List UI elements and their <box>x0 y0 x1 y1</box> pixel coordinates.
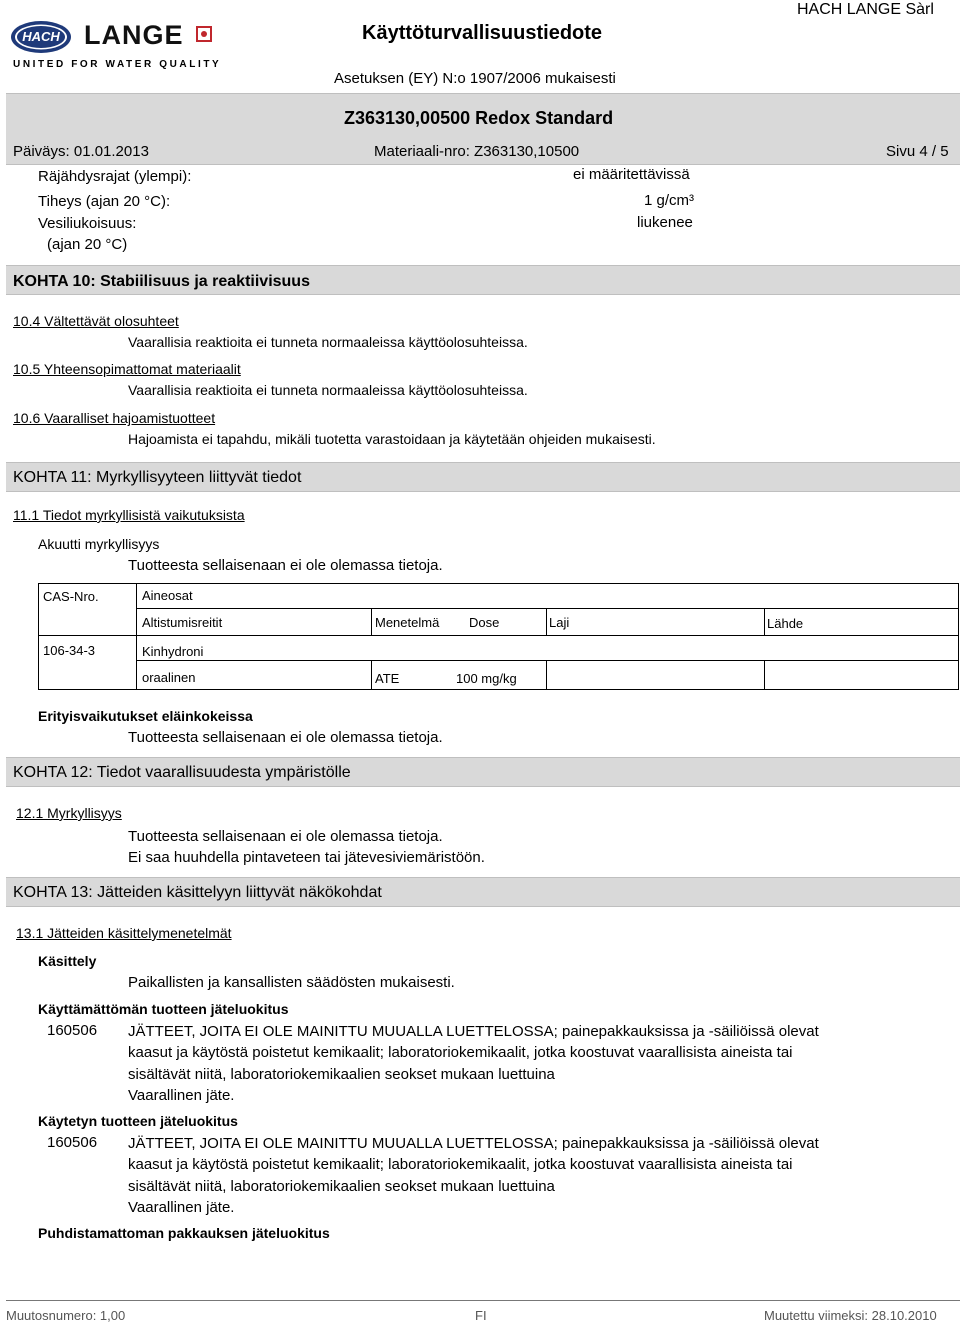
date: Päiväys: 01.01.2013 <box>13 143 149 160</box>
section-title: KOHTA 13: Jätteiden käsittelyyn liittyvät näkökohdat <box>13 884 382 901</box>
table-header-method: Menetelmä <box>375 615 440 630</box>
unused-waste-line: JÄTTEET, JOITA EI OLE MAINITTU MUUALLA LUETTELOSSA; painepakkauksissa ja -säiliöissä olevat <box>128 1023 819 1040</box>
table-header-species: Laji <box>549 615 570 630</box>
table-cell-ingredient: Kinhydroni <box>142 644 204 659</box>
special-effects-text: Tuotteesta sellaisenaan ei ole olemassa tietoja. <box>128 729 443 746</box>
page-number: Sivu 4 / 5 <box>886 143 949 160</box>
company-name: HACH LANGE Sàrl <box>797 1 934 18</box>
doc-title: Käyttöturvallisuustiedote <box>362 22 603 44</box>
table-header-cas: CAS-Nro. <box>43 589 99 604</box>
toxicity-table <box>38 583 959 690</box>
handling-title: Käsittely <box>38 953 97 969</box>
footer-modified: Muutettu viimeksi: 28.10.2010 <box>764 1308 937 1323</box>
used-waste-line: kaasut ja käytöstä poistetut kemikaalit; laboratoriokemikaalit, jotka koostuvat vaarallisista aineista tai <box>128 1156 793 1173</box>
footer-divider <box>6 1300 960 1301</box>
prop-sublabel: (ajan 20 °C) <box>47 236 128 253</box>
subsection-title: 11.1 Tiedot myrkyllisistä vaikutuksista <box>13 507 245 523</box>
unused-waste-line: kaasut ja käytöstä poistetut kemikaalit; laboratoriokemikaalit, jotka koostuvat vaarallisista aineista tai <box>128 1044 793 1061</box>
used-waste-code: 160506 <box>47 1134 98 1151</box>
prop-value: 1 g/cm³ <box>644 192 695 209</box>
used-waste-title: Käytetyn tuotteen jäteluokitus <box>38 1113 238 1129</box>
prop-label: Vesiliukoisuus: <box>38 215 137 232</box>
regulation: Asetuksen (EY) N:o 1907/2006 mukaisesti <box>334 70 616 87</box>
footer-revision: Muutosnumero: 1,00 <box>6 1308 126 1323</box>
prop-label: Tiheys (ajan 20 °C): <box>38 193 171 210</box>
used-waste-line: sisältävät niitä, laboratoriokemikaalien seokset mukaan luettuina <box>128 1178 555 1195</box>
footer-language: FI <box>475 1308 487 1323</box>
lange-logo-mark <box>196 26 212 42</box>
subsection-text: Vaarallisia reaktioita ei tunneta normaaleissa käyttöolosuhteissa. <box>128 334 528 350</box>
section-title: KOHTA 12: Tiedot vaarallisuudesta ympäristölle <box>13 764 351 781</box>
unused-waste-line: Vaarallinen jäte. <box>128 1087 235 1104</box>
section-title: KOHTA 11: Myrkyllisyyteen liittyvät tiedot <box>13 469 302 486</box>
unused-waste-code: 160506 <box>47 1022 98 1039</box>
logo-tagline: UNITED FOR WATER QUALITY <box>13 59 222 70</box>
table-header-dose: Dose <box>469 615 500 630</box>
table-cell-cas: 106-34-3 <box>43 643 96 658</box>
table-header-source: Lähde <box>767 616 804 631</box>
table-cell-method: ATE <box>375 671 400 686</box>
table-header-route: Altistumisreitit <box>142 615 223 630</box>
table-header-ingredient: Aineosat <box>142 588 193 603</box>
subsection-title: 12.1 Myrkyllisyys <box>16 805 122 821</box>
ecology-text-2: Ei saa huuhdella pintaveteen tai jätevesiviemäristöön. <box>128 849 485 866</box>
subsection-title: 13.1 Jätteiden käsittelymenetelmät <box>16 925 232 941</box>
unused-waste-line: sisältävät niitä, laboratoriokemikaalien seokset mukaan luettuina <box>128 1066 555 1083</box>
hach-logo: HACH <box>10 20 72 54</box>
packaging-waste-title: Puhdistamattoman pakkauksen jäteluokitus <box>38 1225 330 1241</box>
acute-title: Akuutti myrkyllisyys <box>38 536 160 552</box>
section-title: KOHTA 10: Stabiilisuus ja reaktiivisuus <box>13 273 310 290</box>
used-waste-line: JÄTTEET, JOITA EI OLE MAINITTU MUUALLA LUETTELOSSA; painepakkauksissa ja -säiliöissä olevat <box>128 1135 819 1152</box>
table-cell-route: oraalinen <box>142 670 196 685</box>
prop-value: liukenee <box>637 214 693 231</box>
handling-text: Paikallisten ja kansallisten säädösten mukaisesti. <box>128 974 455 991</box>
used-waste-line: Vaarallinen jäte. <box>128 1199 235 1216</box>
acute-text: Tuotteesta sellaisenaan ei ole olemassa tietoja. <box>128 557 443 574</box>
subsection-text: Vaarallisia reaktioita ei tunneta normaaleissa käyttöolosuhteissa. <box>128 382 528 398</box>
prop-label: Räjähdysrajat (ylempi): <box>38 168 192 185</box>
unused-waste-title: Käyttämättömän tuotteen jäteluokitus <box>38 1001 289 1017</box>
subsection-title: 10.6 Vaaralliset hajoamistuotteet <box>13 410 216 426</box>
subsection-title: 10.4 Vältettävät olosuhteet <box>13 313 179 329</box>
special-effects-title: Erityisvaikutukset eläinkokeissa <box>38 708 253 724</box>
product-name: Z363130,00500 Redox Standard <box>344 108 614 128</box>
ecology-text-1: Tuotteesta sellaisenaan ei ole olemassa tietoja. <box>128 828 443 845</box>
lange-logo: LANGE <box>84 20 184 50</box>
material-number: Materiaali-nro: Z363130,10500 <box>374 143 580 160</box>
prop-value: ei määritettävissä <box>573 166 690 183</box>
subsection-text: Hajoamista ei tapahdu, mikäli tuotetta varastoidaan ja käytetään ohjeiden mukaisesti. <box>128 431 656 447</box>
table-cell-dose: 100 mg/kg <box>456 671 517 686</box>
subsection-title: 10.5 Yhteensopimattomat materiaalit <box>13 361 241 377</box>
